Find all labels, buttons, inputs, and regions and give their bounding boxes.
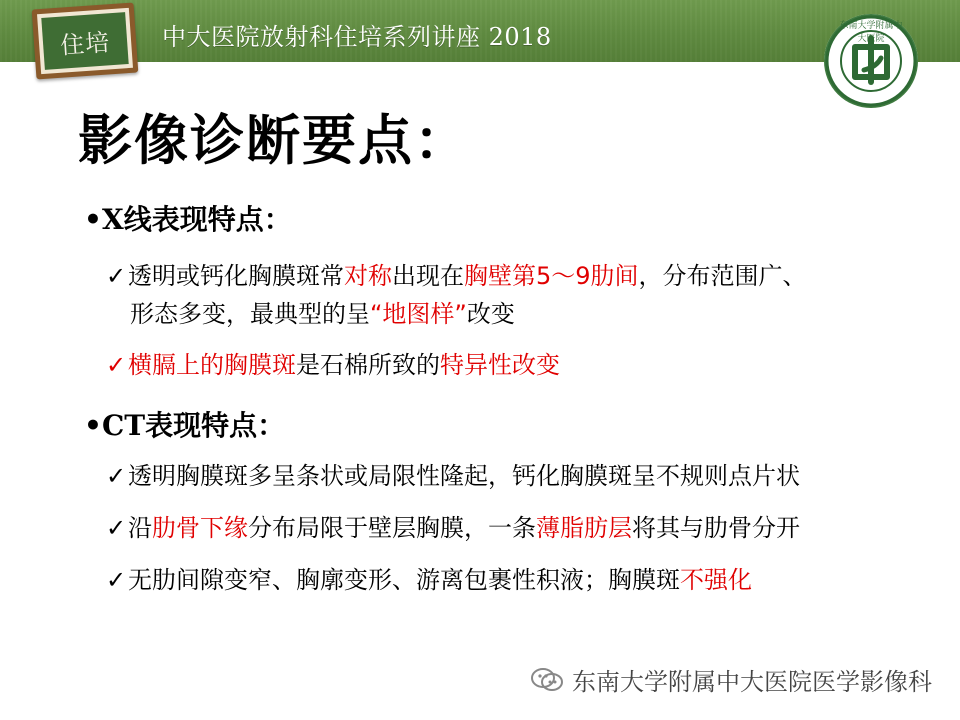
segment: 出现在	[392, 262, 464, 290]
section-heading-ct	[84, 404, 285, 444]
segment: 透明或钙化胸膜斑常	[128, 262, 344, 290]
segment: 分布局限于壁层胸膜，一条	[248, 514, 536, 542]
section-heading-text: X线表现特点：	[102, 203, 292, 236]
badge-logo	[32, 3, 139, 80]
section-heading-text: CT表现特点：	[102, 409, 286, 442]
segment: 不强化	[680, 566, 752, 594]
segment: 肋骨下缘	[152, 514, 248, 542]
bullet-icon: •	[84, 203, 102, 236]
segment: 透明胸膜斑多呈条状或局限性隆起，钙化胸膜斑呈不规则点片状	[128, 462, 800, 490]
wechat-icon	[530, 666, 564, 694]
check-icon: ✓	[106, 566, 127, 594]
segment: 无肋间隙变窄、胸廓变形、游离包裹性积液；胸膜斑	[128, 566, 680, 594]
list-item	[106, 256, 906, 296]
footer	[530, 662, 932, 697]
segment: 沿	[128, 514, 152, 542]
check-icon: ✓	[106, 514, 127, 542]
segment: 改变	[466, 300, 515, 328]
bullet-icon: •	[84, 409, 102, 442]
badge-text: 住培	[41, 12, 128, 70]
list-item	[106, 456, 906, 496]
segment: 薄脂肪层	[536, 514, 632, 542]
check-icon: ✓	[106, 462, 127, 490]
check-icon: ✓	[106, 262, 127, 290]
list-item	[106, 508, 906, 548]
header-title: 中大医院放射科住培系列讲座 2018	[162, 23, 552, 51]
footer-text: 东南大学附属中大医院医学影像科	[572, 668, 932, 696]
segment: 是石棉所致的	[296, 351, 440, 379]
header-bar	[0, 0, 960, 62]
list-item	[106, 345, 906, 385]
segment: 横膈上的胸膜斑	[128, 351, 296, 379]
check-icon: ✓	[106, 351, 127, 379]
segment: 对称	[344, 262, 392, 290]
segment: 形态多变，最典型的呈	[130, 300, 370, 328]
list-item	[106, 560, 906, 600]
page-title: 影像诊断要点：	[78, 109, 470, 172]
segment: 特异性改变	[440, 351, 560, 379]
section-heading-xray	[84, 198, 292, 238]
logo-arc-text: 东南大学附属中大医院	[839, 21, 903, 44]
segment: “地图样”	[370, 300, 467, 328]
segment: 胸壁第5～9肋间	[464, 262, 639, 290]
segment: ，分布范围广、	[638, 262, 807, 290]
list-item-continuation	[106, 294, 930, 334]
segment: 将其与肋骨分开	[632, 514, 800, 542]
